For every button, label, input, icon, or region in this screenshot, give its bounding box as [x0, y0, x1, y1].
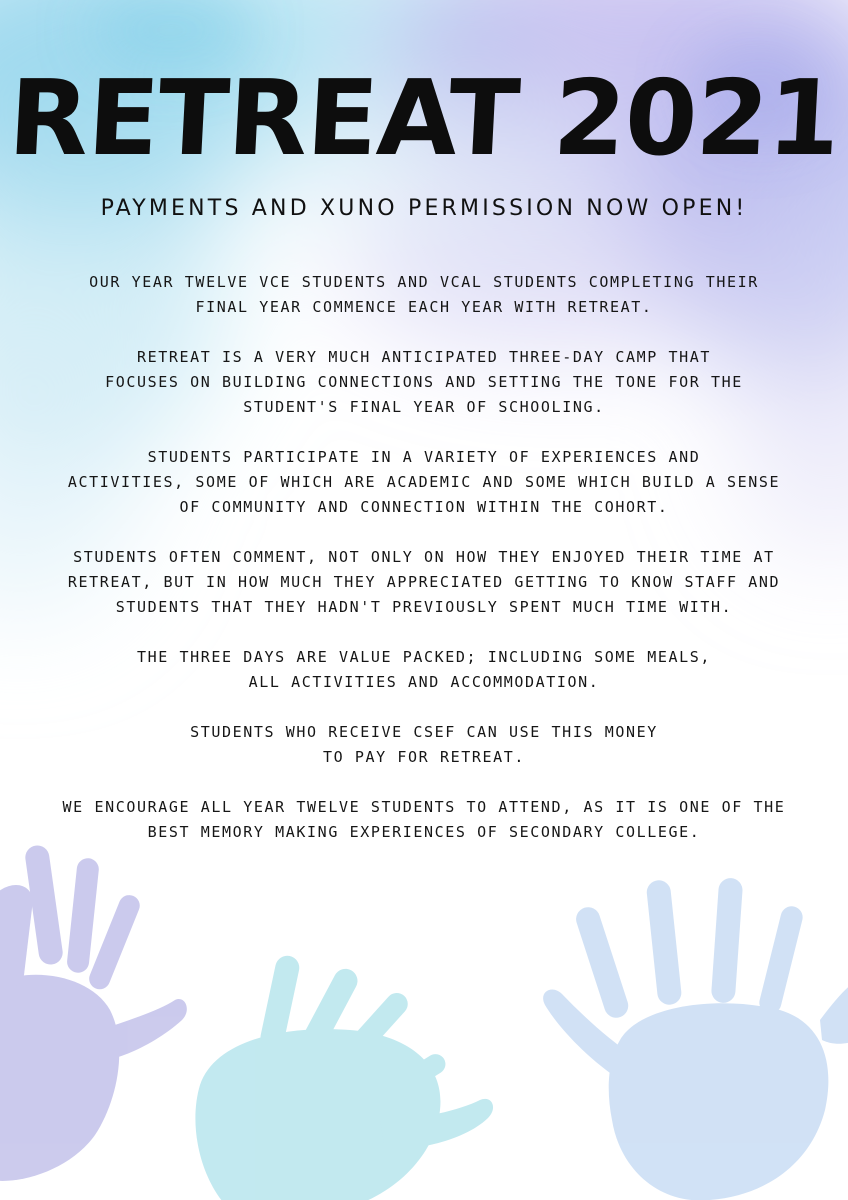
paragraph-line: OUR YEAR TWELVE VCE STUDENTS AND VCAL STUDENTS COMPLETING THEIR: [89, 273, 759, 291]
paragraph-line: STUDENTS THAT THEY HADN'T PREVIOUSLY SPENT MUCH TIME WITH.: [115, 598, 733, 616]
paragraph-line: FINAL YEAR COMMENCE EACH YEAR WITH RETREAT.: [195, 298, 653, 316]
paragraph-line: RETREAT IS A VERY MUCH ANTICIPATED THREE-DAY CAMP THAT: [136, 348, 712, 366]
paragraph-line: ALL ACTIVITIES AND ACCOMMODATION.: [248, 673, 600, 691]
paragraph-line: STUDENT'S FINAL YEAR OF SCHOOLING.: [243, 398, 605, 416]
handprint-right-icon: [543, 877, 848, 1200]
paragraph-value: [20, 645, 828, 695]
paragraph-line: STUDENTS OFTEN COMMENT, NOT ONLY ON HOW THEY ENJOYED THEIR TIME AT: [73, 548, 775, 566]
poster-title: RETREAT 2021: [5, 57, 843, 179]
paragraph-line: WE ENCOURAGE ALL YEAR TWELVE STUDENTS TO ATTEND, AS IT IS ONE OF THE: [62, 798, 786, 816]
paragraph-encourage: [20, 795, 828, 845]
paragraph-line: THE THREE DAYS ARE VALUE PACKED; INCLUDING SOME MEALS,: [136, 648, 712, 666]
paragraph-activities: [20, 445, 828, 520]
poster-subtitle: PAYMENTS AND XUNO PERMISSION NOW OPEN!: [100, 196, 748, 221]
paragraph-student-comments: [20, 545, 828, 620]
paragraph-csef: [20, 720, 828, 770]
paragraph-line: STUDENTS PARTICIPATE IN A VARIETY OF EXPERIENCES AND: [147, 448, 701, 466]
handprint-center-icon: [195, 954, 493, 1200]
paragraph-line: BEST MEMORY MAKING EXPERIENCES OF SECONDARY COLLEGE.: [147, 823, 701, 841]
paragraph-line: STUDENTS WHO RECEIVE CSEF CAN USE THIS MONEY: [190, 723, 658, 741]
paragraph-line: FOCUSES ON BUILDING CONNECTIONS AND SETTING THE TONE FOR THE: [105, 373, 743, 391]
paragraph-line: RETREAT, BUT IN HOW MUCH THEY APPRECIATED GETTING TO KNOW STAFF AND: [67, 573, 781, 591]
paragraph-line: OF COMMUNITY AND CONNECTION WITHIN THE COHORT.: [179, 498, 669, 516]
paragraph-camp-description: [20, 345, 828, 420]
paragraph-intro: [20, 270, 828, 320]
body-text: [20, 270, 828, 870]
paragraph-line: ACTIVITIES, SOME OF WHICH ARE ACADEMIC AND SOME WHICH BUILD A SENSE: [67, 473, 781, 491]
handprint-left-icon: [0, 844, 187, 1181]
paragraph-line: TO PAY FOR RETREAT.: [323, 748, 525, 766]
